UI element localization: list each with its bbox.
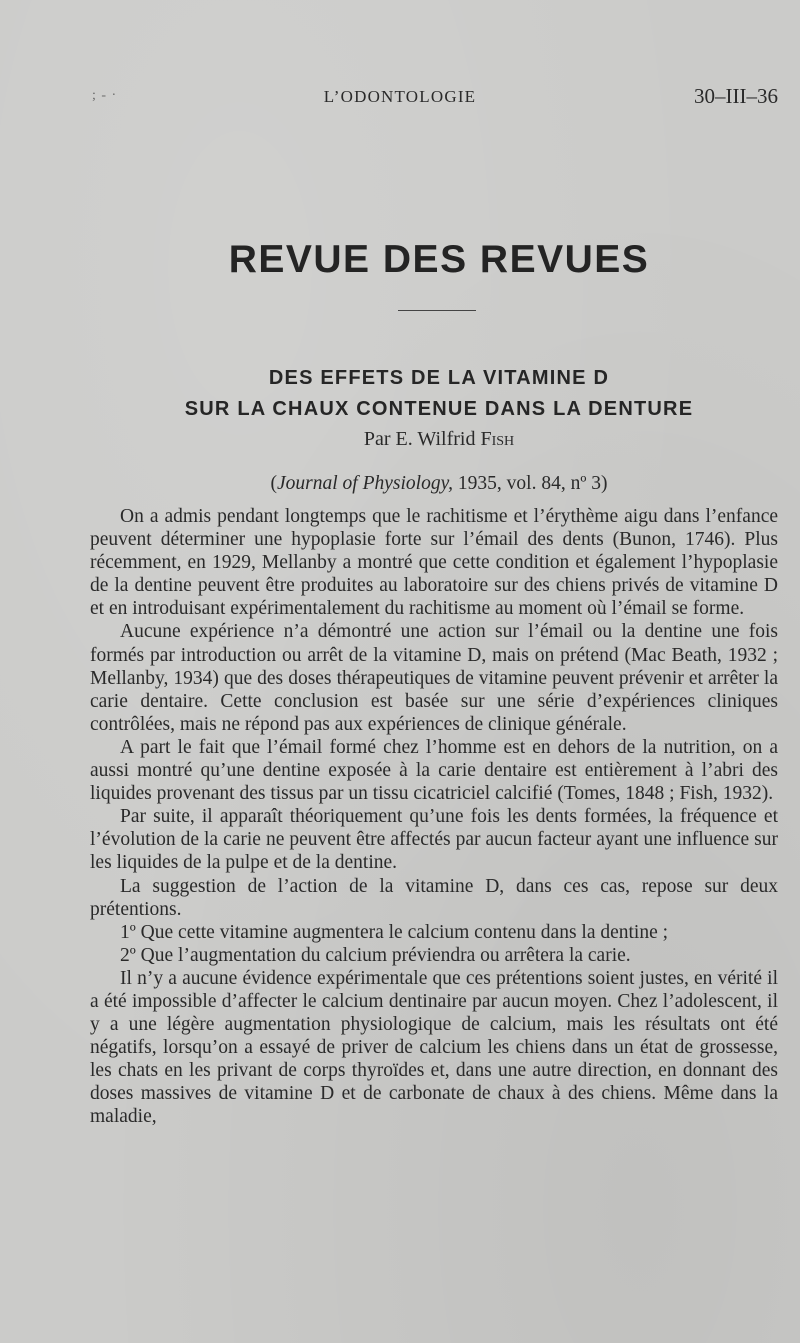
author-line xyxy=(0,428,800,451)
article-body xyxy=(90,505,778,1129)
author-surname: Fish xyxy=(480,428,515,450)
source-open: ( xyxy=(270,473,277,494)
paragraph-8: Il n’y a aucune évidence expérimentale que ces prétentions soient justes, en vérité il a été impossible d’affecter le calcium dentinaire par aucun moyen. Chez l’adolescent, il y a une légère augmentation physiologique de calcium, mais les résultats ont été négatifs, lorsqu’on a essayé de priver de calcium les chiens dans un état de grossesse, les chats en les privant de corps thyroïdes et, dans une autre direction, en donnant des doses massives de vitamine D et de carbonate de chaux à des chiens. Même dans la maladie, xyxy=(90,967,778,1128)
page-mark: ; - · xyxy=(92,88,118,103)
article-title-line-2: SUR LA CHAUX CONTENUE DANS LA DENTURE xyxy=(184,398,694,420)
article-title-line-1: DES EFFETS DE LA VITAMINE D xyxy=(268,367,610,389)
title-rule xyxy=(398,310,476,311)
source-details: 1935, vol. 84, nº 3) xyxy=(453,473,608,494)
paragraph-4: Par suite, il apparaît théoriquement qu’une fois les dents formées, la fréquence et l’évolution de la carie ne peuvent être affectés par aucun facteur ayant une influence sur les liquides de la pulpe et de la dentine. xyxy=(90,806,778,874)
paragraph-2: Aucune expérience n’a démontré une action sur l’émail ou la dentine une fois formés par introduction ou arrêt de la vitamine D, mais on prétend (Mac Beath, 1932 ; Mellanby, 1934) que des doses thérapeutiques de vitamine peuvent prévenir et arrêter la carie dentaire. Cette conclusion est basée sur une série d’expériences cliniques contrôlées, mais ne répond pas aux expériences de clinique générale. xyxy=(90,621,778,735)
issue-date: 30–III–36 xyxy=(694,84,778,108)
section-title: REVUE DES REVUES xyxy=(228,238,650,281)
paragraph-6: 1º Que cette vitamine augmentera le calcium contenu dans la dentine ; xyxy=(120,921,669,943)
journal-name: L’ODONTOLOGIE xyxy=(323,87,477,106)
paragraph-1: On a admis pendant longtemps que le rachitisme et l’érythème aigu dans l’enfance peuvent déterminer une hypoplasie forte sur l’émail des dents (Bunon, 1746). Plus récemment, en 1929, Mellanby a montré que cette condition et également l’hypoplasie de la dentine peuvent être produites au laboratoire sur des chiens privés de vitamine D et en introduisant expérimentalement du rachitisme au moment où l’émail se forme. xyxy=(90,506,778,620)
running-head xyxy=(0,84,800,112)
paragraph-5: La suggestion de l’action de la vitamine D, dans ces cas, repose sur deux prétentions. xyxy=(90,875,778,920)
source-journal: Journal of Physiology, xyxy=(277,473,454,494)
source-citation xyxy=(0,473,800,495)
author-prefix: Par E. Wilfrid xyxy=(363,428,476,450)
paragraph-3: A part le fait que l’émail formé chez l’homme est en dehors de la nutrition, on a aussi montré qu’une dentine exposée à la carie dentaire est entièrement à l’abri des liquides provenant des tissus par un tissu cicatriciel calcifié (Tomes, 1848 ; Fish, 1932). xyxy=(90,736,778,805)
paragraph-7: 2º Que l’augmentation du calcium préviendra ou arrêtera la carie. xyxy=(120,944,631,966)
